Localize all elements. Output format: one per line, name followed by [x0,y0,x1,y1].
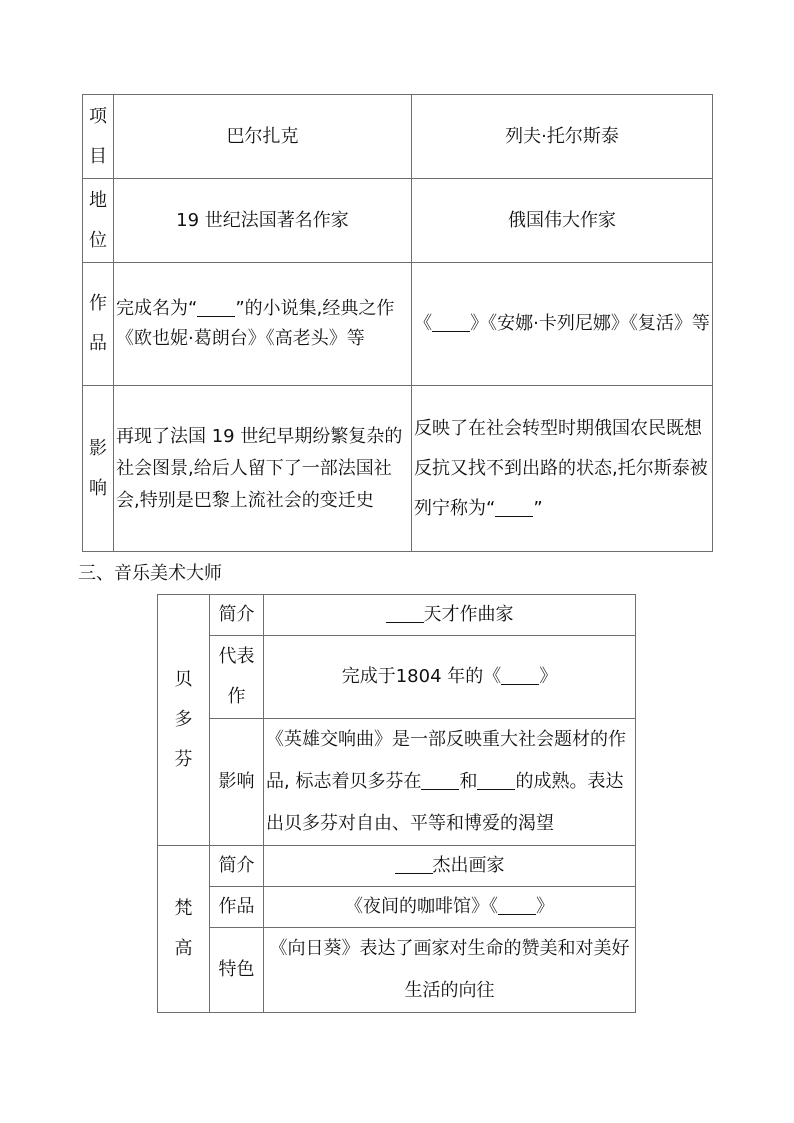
beethoven-work [264,636,636,719]
fill-blank [498,896,536,915]
beethoven-impact-label: 影响 [210,719,264,846]
text-part: 《英雄交响曲》是一部反映重大社会题材的作品, 标志着贝多芬在 [266,729,626,792]
table-row [83,179,713,263]
balzac-works [114,263,412,386]
person-vangogh [158,846,210,1013]
text-part: 和 [459,771,478,792]
text-part: 杰出画家 [432,855,505,876]
vangogh-intro-label: 简介 [210,846,264,887]
beethoven-intro [264,595,636,636]
table-row [83,263,713,386]
text-part: 的成熟。表达出贝多芬对自由、平等和博爱的渴望 [266,771,624,834]
row-label-project [83,95,114,179]
fill-blank [395,855,433,874]
beethoven-impact [264,719,636,846]
person-name: 贝多芬 [174,669,193,770]
fill-blank [432,313,470,332]
header-tolstoy: 列夫·托尔斯泰 [412,95,713,179]
text-part: 》 [536,896,554,917]
text-part: 《夜间的咖啡馆》《 [345,896,498,917]
text-part: 《 [414,313,433,334]
table-row [158,719,636,846]
fill-blank [197,298,235,317]
section-title: 三、音乐美术大师 [78,563,222,584]
tolstoy-status: 俄国伟大作家 [412,179,713,263]
text-part: 反映了在社会转型时期俄国农民既想反抗又找不到出路的状态,托尔斯泰被列宁称为“ [414,417,708,519]
text-part: 天才作曲家 [423,604,514,625]
label-text: 代表作 [218,646,255,707]
text-part: 》《安娜·卡列尼娜》《复活》等 [470,313,710,334]
text-part: ” [533,497,543,519]
label-text: 项目 [89,105,107,167]
fill-blank [386,604,424,623]
person-name: 梵高 [174,898,193,959]
row-label-works [83,263,114,386]
header-balzac: 巴尔扎克 [114,95,412,179]
tolstoy-impact [412,386,713,552]
writers-table [82,94,713,552]
tolstoy-works [412,263,713,386]
fill-blank [421,771,459,790]
vangogh-work [264,887,636,928]
label-text: 影响 [89,437,107,499]
text-part: 》 [539,666,558,687]
table-row [158,636,636,719]
balzac-status: 19 世纪法国著名作家 [114,179,412,263]
beethoven-work-label [210,636,264,719]
text-part: 完成于1804 年的《 [341,666,502,687]
table-row [158,928,636,1013]
vangogh-feature: 《向日葵》表达了画家对生命的赞美和对美好生活的向往 [264,928,636,1013]
balzac-impact: 再现了法国 19 世纪早期纷繁复杂的社会图景,给后人留下了一部法国社会,特别是巴黎上流社会的变迁史 [114,386,412,552]
row-label-status [83,179,114,263]
fill-blank [477,771,515,790]
text-part: ”的小说集,经典之作《欧也妮·葛朗台》《高老头》等 [116,298,395,349]
person-beethoven [158,595,210,846]
fill-blank [495,498,533,517]
row-label-impact [83,386,114,552]
table-row [158,887,636,928]
label-text: 地位 [89,189,107,251]
table-row [158,595,636,636]
label-text: 作品 [89,293,107,354]
beethoven-intro-label: 简介 [210,595,264,636]
table-row [83,386,713,552]
fill-blank [501,666,539,685]
text-part: 完成名为“ [116,298,198,319]
table-row [158,846,636,887]
vangogh-work-label: 作品 [210,887,264,928]
masters-table [157,594,636,1013]
table-row [83,95,713,179]
vangogh-feature-label: 特色 [210,928,264,1013]
vangogh-intro [264,846,636,887]
